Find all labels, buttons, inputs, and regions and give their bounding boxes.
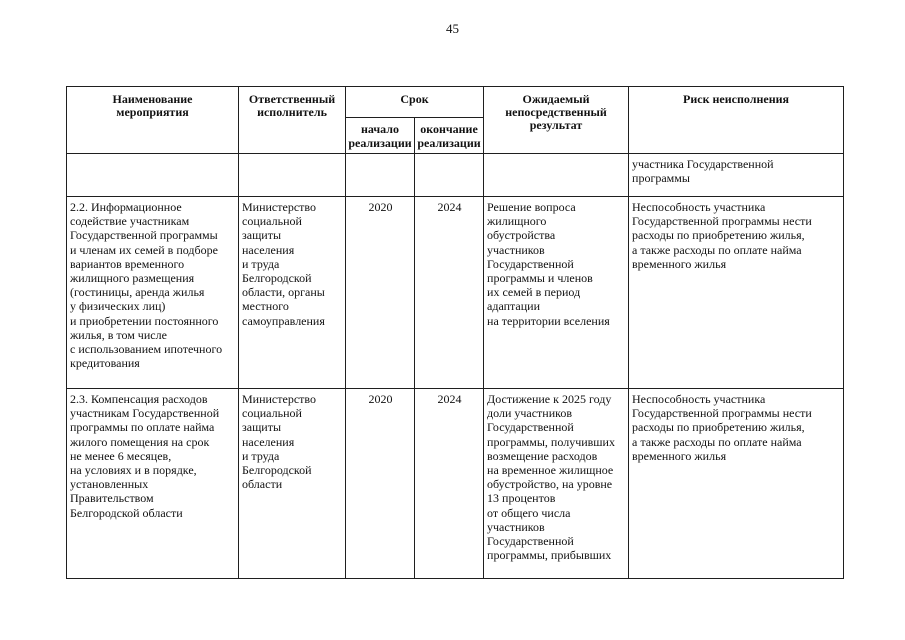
row-result: Достижение к 2025 году доли участников Государственной программы, получивших возмещение расходов на временное жилищное обустройство, на уровне 13 процентов от общего числа участников Государственной программы, прибывших	[484, 389, 629, 579]
row-end	[415, 154, 484, 197]
header-start: начало реализации	[346, 118, 415, 154]
row-result: Решение вопроса жилищного обустройства участников Государственной программы и членов их семей в период адаптации на территории вселения	[484, 197, 629, 389]
page-number: 45	[446, 21, 459, 36]
row-name: 2.2. Информационное содействие участникам Государственной программы и членам их семей в подборе вариантов временного жилищного размещения (гостиницы, аренда жилья у физических лиц) и приобретении постоянного жилья, в том числе с использованием ипотечного кредитования	[67, 197, 239, 389]
row-responsible: Министерство социальной защиты населения и труда Белгородской области	[239, 389, 346, 579]
activities-table	[66, 86, 844, 579]
table-row	[67, 197, 844, 389]
header-name: Наименование мероприятия	[67, 87, 239, 154]
header-row	[67, 87, 844, 118]
row-start: 2020	[346, 389, 415, 579]
row-responsible: Министерство социальной защиты населения и труда Белгородской области, органы местного самоуправления	[239, 197, 346, 389]
row-responsible	[239, 154, 346, 197]
row-name: 2.3. Компенсация расходов участникам Государственной программы по оплате найма жилого помещения на срок не менее 6 месяцев, на условиях и в порядке, установленных Правительством Белгородской области	[67, 389, 239, 579]
row-start: 2020	[346, 197, 415, 389]
row-risk: Неспособность участника Государственной программы нести расходы по приобретению жилья, а также расходы по оплате найма временного жилья	[629, 197, 844, 389]
header-responsible: Ответственный исполнитель	[239, 87, 346, 154]
row-risk: участника Государственной программы	[629, 154, 844, 197]
header-result: Ожидаемый непосредственный результат	[484, 87, 629, 154]
row-risk: Неспособность участника Государственной программы нести расходы по приобретению жилья, а также расходы по оплате найма временного жилья	[629, 389, 844, 579]
table-row	[67, 154, 844, 197]
row-name	[67, 154, 239, 197]
header-risk: Риск неисполнения	[629, 87, 844, 154]
row-end: 2024	[415, 389, 484, 579]
row-start	[346, 154, 415, 197]
row-result	[484, 154, 629, 197]
header-term: Срок	[346, 87, 484, 118]
row-end: 2024	[415, 197, 484, 389]
table-row	[67, 389, 844, 579]
header-end: окончание реализации	[415, 118, 484, 154]
